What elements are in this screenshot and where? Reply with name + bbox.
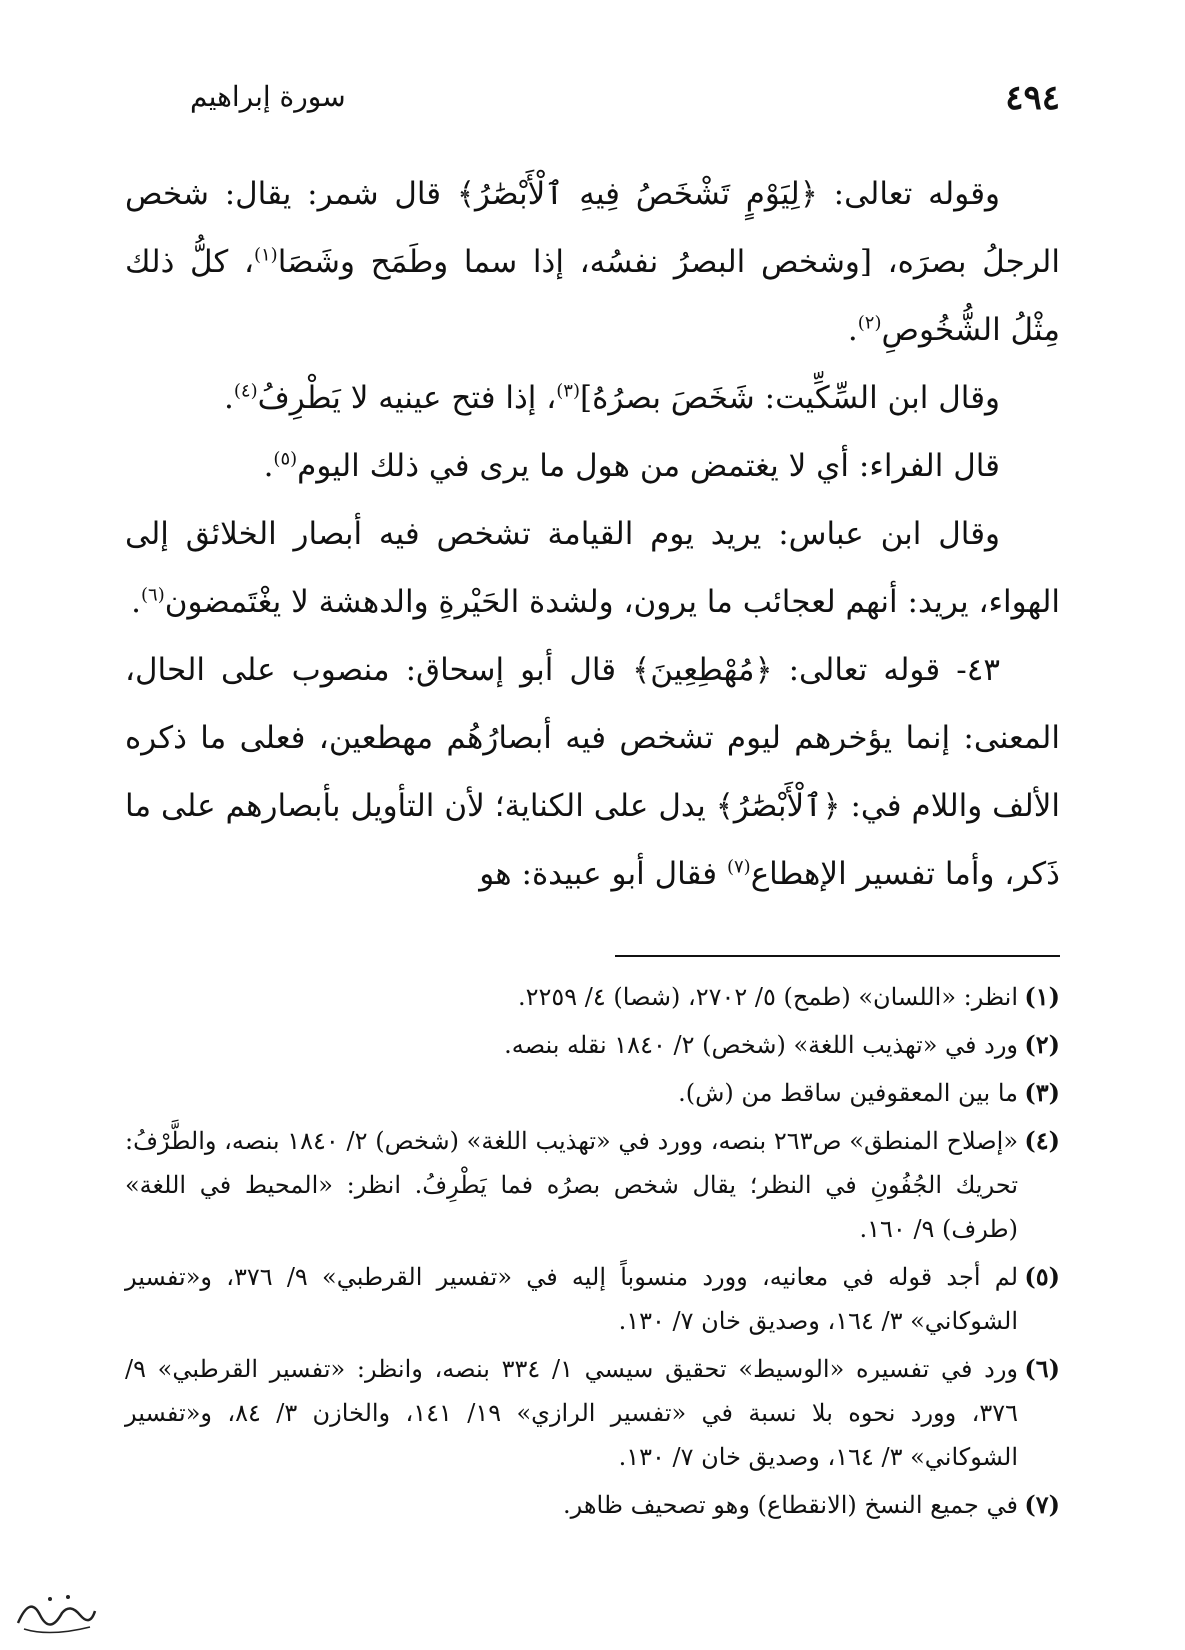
footnote-text: «إصلاح المنطق» ص٢٦٣ بنصه، وورد في «تهذيب اللغة» (شخص) ٢/ ١٨٤٠ بنصه، والطَّرْفُ: تحريك الجُفُونِ في النظر؛ يقال شخص بصرُه فما يَطْرِفُ. انظر: «المحيط في اللغة» (طرف) ٩/ ١٦٠.: [125, 1127, 1019, 1243]
watermark-logo: [10, 1585, 100, 1640]
footnote-ref-4: (٤): [233, 380, 258, 402]
footnote: [125, 1023, 1060, 1067]
p1-text2: ، كلُّ ذلك مِثْلُ الشُّخُوصِ: [125, 244, 1060, 348]
footnote-number: (٦): [1024, 1354, 1060, 1383]
footnote-divider: [615, 955, 1060, 957]
page-header: [125, 70, 1060, 130]
p3-text: قال الفراء: أي لا يغتمض من هول ما يرى في ذلك اليوم: [297, 448, 1000, 484]
paragraph-2: [125, 364, 1060, 432]
page-number: ٤٩٤: [1005, 78, 1060, 118]
p2-text: وقال ابن السِّكِّيت: شَخَصَ بصرُهُ]: [580, 380, 1000, 416]
footnote: [125, 1347, 1060, 1479]
footnote-number: (٢): [1024, 1030, 1060, 1059]
footnote-number: (٧): [1024, 1490, 1060, 1519]
footnote: [125, 975, 1060, 1019]
footnote-ref-6: (٦): [141, 584, 165, 606]
p2-text2: ، إذا فتح عينيه لا يَطْرِفُ: [257, 380, 557, 416]
quran-quote: ﴿لِيَوْمٍ تَشْخَصُ فِيهِ ٱلْأَبْصَٰرُ﴾: [456, 176, 818, 212]
quran-quote: ﴿ٱلْأَبْصَٰرُ﴾: [715, 788, 841, 824]
footnote-number: (٥): [1024, 1262, 1060, 1291]
footnote-text: ما بين المعقوفين ساقط من (ش).: [678, 1079, 1018, 1107]
p2-end: .: [224, 380, 234, 416]
footnote-ref-2: (٢): [857, 312, 882, 334]
footnote-text: لم أجد قوله في معانيه، وورد منسوباً إليه في «تفسير القرطبي» ٩/ ٣٧٦، و«تفسير الشوكاني» ٣/ ١٦٤، وصديق خان ٧/ ١٣٠.: [125, 1263, 1018, 1335]
p3-end: .: [263, 448, 274, 484]
paragraph-4: [125, 500, 1060, 636]
footnote-text: في جميع النسخ (الانقطاع) وهو تصحيف ظاهر.: [563, 1491, 1018, 1519]
footnotes: [125, 975, 1060, 1531]
p5-text: قال أبو إسحاق: منصوب على الحال، المعنى: إنما يؤخرهم ليوم تشخص فيه أبصارُهُم مهطعين، فعلى ما ذكره الألف واللام في:: [125, 652, 1060, 824]
footnote: [125, 1071, 1060, 1115]
footnote: [125, 1483, 1060, 1527]
footnote-ref-7: (٧): [726, 856, 751, 878]
footnote-text: ورد في تفسيره «الوسيط» تحقيق سيسي ١/ ٣٣٤ بنصه، وانظر: «تفسير القرطبي» ٩/ ٣٧٦، وورد نحوه بلا نسبة في «تفسير الرازي» ١٩/ ١٤١، والخازن ٣/ ٨٤، و«تفسير الشوكاني» ٣/ ١٦٤، وصديق خان ٧/ ١٣٠.: [125, 1355, 1019, 1471]
p5-text2: يدل على الكناية؛ لأن التأويل بأبصارهم على ما ذَكر، وأما تفسير الإهطاع: [125, 788, 1060, 892]
p1-text: قال شمر: يقال: شخص الرجلُ بصرَه، [وشخص البصرُ نفسُه، إذا سما وطَمَح وشَصَا: [125, 176, 1060, 280]
paragraph-3: [125, 432, 1060, 500]
footnote-number: (١): [1024, 982, 1060, 1011]
p1-end: .: [847, 312, 858, 348]
paragraph-5: [125, 636, 1060, 908]
p5-prefix: ٤٣- قوله تعالى:: [772, 652, 1000, 688]
footnote-ref-3: (٣): [556, 380, 580, 402]
surah-title: سورة إبراهيم: [190, 80, 346, 113]
footnote: [125, 1119, 1060, 1251]
footnote-text: انظر: «اللسان» (طمح) ٥/ ٢٧٠٢، (شصا) ٤/ ٢٢٥٩.: [517, 983, 1018, 1011]
footnote-ref-1: (١): [253, 244, 278, 266]
main-text: [125, 160, 1060, 908]
p1-prefix: وقوله تعالى:: [817, 176, 1000, 212]
footnote-number: (٣): [1024, 1078, 1060, 1107]
footnote-ref-5: (٥): [273, 448, 298, 470]
p4-text: وقال ابن عباس: يريد يوم القيامة تشخص فيه أبصار الخلائق إلى الهواء، يريد: أنهم لعجائب ما يرون، ولشدة الحَيْرةِ والدهشة لا يغْتَمضون: [125, 516, 1060, 620]
footnote-number: (٤): [1024, 1126, 1060, 1155]
footnote-text: ورد في «تهذيب اللغة» (شخص) ٢/ ١٨٤٠ نقله بنصه.: [504, 1031, 1018, 1059]
footnote: [125, 1255, 1060, 1343]
paragraph-1: [125, 160, 1060, 364]
p4-end: .: [131, 584, 141, 620]
quran-quote: ﴿مُهْطِعِينَ﴾: [632, 652, 773, 688]
p5-text3: فقال أبو عبيدة: هو: [479, 856, 727, 892]
